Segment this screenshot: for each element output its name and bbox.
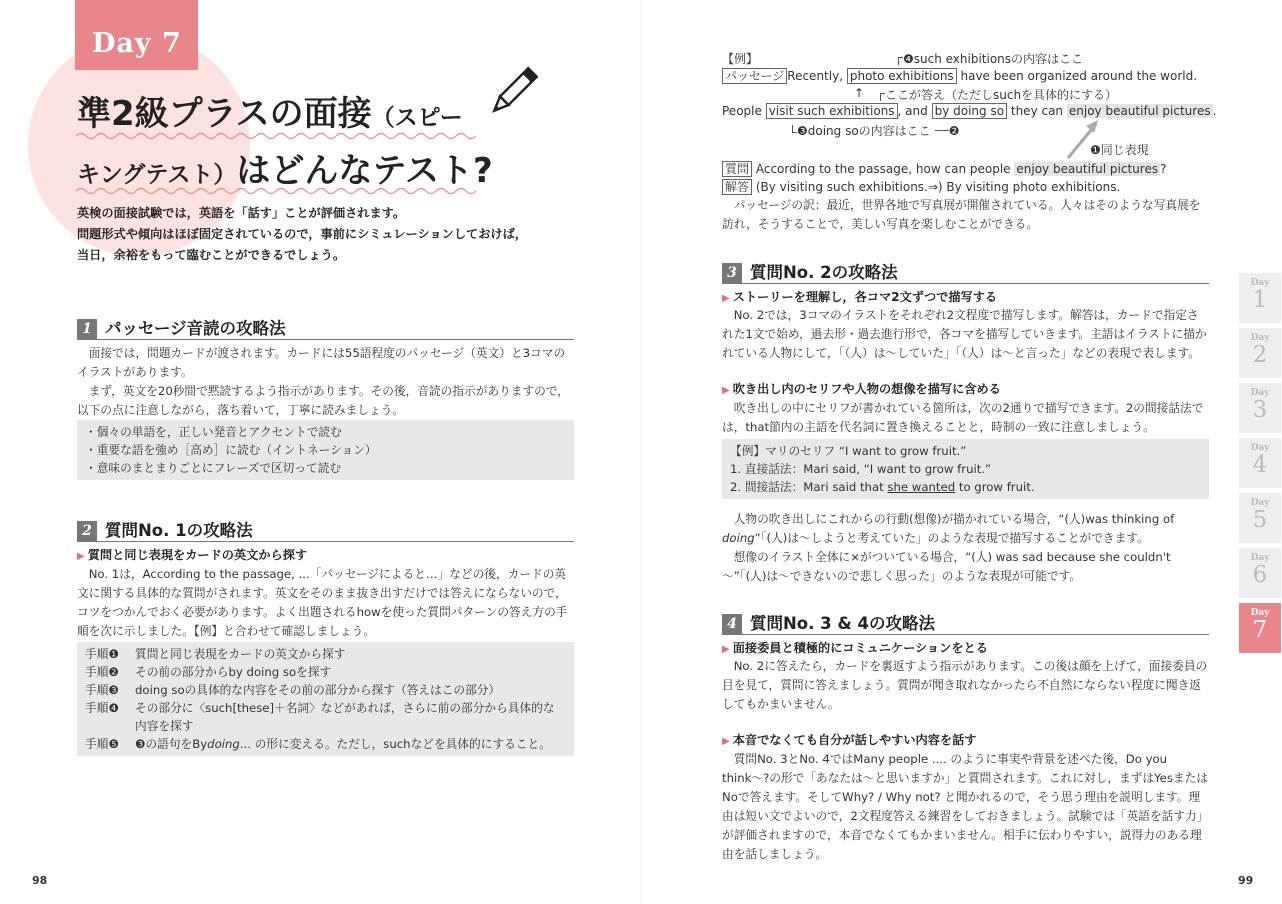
title-underline-wave (76, 131, 482, 141)
passage-line-2: People visit such exhibitions , and by doing so they can enjoy beautiful pictures . (722, 104, 1217, 118)
section-rule (77, 339, 574, 340)
side-tab-day-6[interactable]: Day 6 (1239, 548, 1281, 598)
subheading: ▶ 吹き出し内のセリフや人物の想像を描写に含める (722, 382, 1001, 396)
day-tab: Day 7 (75, 0, 198, 70)
step-item: 手順❺ ❸の語句をBy doing ... の形に変える。ただし，suchなどを具体的にすること。 (85, 737, 551, 751)
subheading: ▶ 本音でなくても自分が話しやすい内容を話す (722, 733, 977, 747)
pencil-icon (486, 66, 538, 120)
section-3-body-2: 吹き出しの中にセリフが書かれている箇所は，次の2通りで描写できます。2の間接話法では，that節内の主語を代名詞に置き換えることと，時制の一致に注意しましょう。 (722, 401, 1204, 434)
step-item: 手順❸ doing soの具体的な内容をその前の部分から探す（答えはこの部分） (85, 683, 501, 697)
reading-points-box: ・個々の単語を，正しい発音とアクセントで読む ・重要な語を強め［高め］に読む（イントネーション） ・意味のまとまりごとにフレーズで区切って読む (77, 420, 574, 480)
step-item: 内容を探す (135, 719, 194, 733)
triangle-bullet-icon: ▶ (722, 385, 730, 396)
triangle-bullet-icon: ▶ (722, 293, 730, 304)
section-heading-2: 2 質問No. 1の攻略法 (77, 517, 253, 541)
section-rule (722, 634, 1209, 635)
section-4-body-1: No. 2に答えたら，カードを裏返すよう指示があります。この後は顔を上げて，面接委員の目を見て，質問に答えましょう。質問が聞き取れなかったら不自然にならない程度に聞き返してもかまいません。 (722, 659, 1208, 711)
title-underline-wave (76, 186, 482, 196)
answer-arrow: ↑ (854, 86, 865, 100)
steps-box (77, 642, 574, 756)
passage-line-1: パッセージ Recently, photo exhibitions have been organized around the world. (722, 67, 1197, 84)
section-2-body: No. 1は，According to the passage, ...「パッセージによると…」などの後，カードの英文に関する具体的な質問がされます。英文をそのまま抜き出すだけでは答えにならないので，コツをつかんでおく必要があります。よく出題されるhowを使った質問パターンの答え方の手順を次に示しました。【例】と合わせて確認しましょう。 (77, 567, 568, 638)
section-3-body-1: No. 2では，3コマのイラストをそれぞれ2文程度で描写します。解答は，カードで指定された1文で始め，過去形・過去進行形で，各コマを描写していきます。主語はイラストに描かれている人物にして，「（人）は〜していた」「（人）は〜と言った」などの表現で表します。 (722, 308, 1207, 360)
note-3: ❸doing soの内容はここ ❷ (792, 122, 959, 139)
note-4: ❹such exhibitionsの内容はここ (898, 50, 1083, 67)
side-tab-day-4[interactable]: Day 4 (1239, 438, 1281, 488)
side-tab-day-5[interactable]: Day 5 (1239, 493, 1281, 543)
triangle-bullet-icon: ▶ (722, 736, 730, 747)
step-item: 手順❹ その部分に〈such[these]＋名詞〉などがあれば，さらに前の部分から具体的な (85, 701, 555, 715)
question-line: 質問 According to the passage, how can people enjoy beautiful pictures ? (722, 160, 1166, 177)
page-number: 99 (1238, 874, 1254, 887)
note-answer: ここが答え（ただしsuchを具体的にする） (880, 86, 1117, 103)
side-tab-day-1[interactable]: Day 1 (1239, 273, 1281, 323)
speech-example-box: 【例】マリのセリフ “I want to grow fruit.” 1. 直接話法：Mari said, “I want to grow fruit.” 2. 間接話法：Mari said that she wanted to grow fruit. (722, 439, 1209, 499)
triangle-bullet-icon: ▶ (722, 644, 730, 655)
section-rule (722, 283, 1209, 284)
side-tab-day-7[interactable]: Day 7 (1239, 603, 1281, 653)
step-item: 手順❷ その前の部分からby doing soを探す (85, 665, 332, 679)
section-4-body-2: 質問No. 3とNo. 4ではMany people .... のように事実や背景を述べた後，Do you think〜?の形で「あなたは〜と思いますか」と質問されます。これに対し，まずはYesまたはNoで答えます。そしてWhy? / Why not? と聞かれるので，そう思う理由を説明します。理由は短い文でよいので，2文程度答える練習をしておきましょう。試験では「英語を話す力」が評価されますので，本音でなくてもかまいません。相手に伝わりやすい，説得力のある理由を話しましょう。 (722, 752, 1209, 861)
lead-text: 英検の面接試験では，英語を「話す」ことが評価されます。 問題形式や傾向はほぼ固定されているので，事前にシミュレーションしておけば， 当日，余裕をもって臨むことができるでしょう。 (77, 206, 527, 262)
section-heading-1: 1 パッセージ音読の攻略法 (77, 315, 286, 339)
passage-translation: パッセージの訳：最近，世界各地で写真展が開催されている。人々はそのような写真展を訪れ，そうすることで，美しい写真を楽しむことができる。 (722, 198, 1201, 231)
section-1-body: 面接では，問題カードが渡されます。カードには55語程度のパッセージ（英文）と3コマのイラストがあります。 まず，英文を20秒間で黙読するよう指示があります。その後，音読の指示がありますので，以下の点に注意しながら，落ち着いて，丁寧に読みましょう。 (77, 346, 569, 417)
subheading: ▶ 面接委員と積極的にコミュニケーションをとる (722, 641, 988, 655)
page-title-line1: 準2級プラスの面接（スピー (77, 94, 463, 134)
left-page (0, 0, 640, 904)
section-rule (77, 541, 574, 542)
triangle-bullet-icon: ▶ (77, 551, 85, 562)
answer-line: 解答 (By visiting such exhibitions.⇒) By visiting photo exhibitions. (722, 178, 1120, 195)
example-label: 【例】 (722, 52, 759, 66)
section-heading-4: 4 質問No. 3 & 4の攻略法 (722, 610, 935, 634)
subheading: ▶ 質問と同じ表現をカードの英文から探す (77, 548, 308, 562)
section-3-body-3: 人物の吹き出しにこれからの行動(想像)が描かれている場合，“(人)was thinking of doing”「(人)は〜しようと考えていた」のような表現で描写することができます。 想像のイラスト全体に×がついている場合，“(人) was sad because she couldn't 〜”「(人)は〜できないので悲しく思った」のような表現が可能です。 (722, 512, 1175, 583)
right-page (642, 0, 1282, 904)
step-item: 手順❶ 質問と同じ表現をカードの英文から探す (85, 647, 346, 661)
subheading: ▶ ストーリーを理解し，各コマ2文ずつで描写する (722, 290, 998, 304)
side-tab-day-3[interactable]: Day 3 (1239, 383, 1281, 433)
note-1: ❶同じ表現 (1090, 143, 1149, 157)
page-title-line2: キングテスト）はどんなテスト? (77, 151, 493, 191)
page-number: 98 (32, 874, 48, 887)
section-heading-3: 3 質問No. 2の攻略法 (722, 259, 898, 283)
side-tab-day-2[interactable]: Day 2 (1239, 328, 1281, 378)
